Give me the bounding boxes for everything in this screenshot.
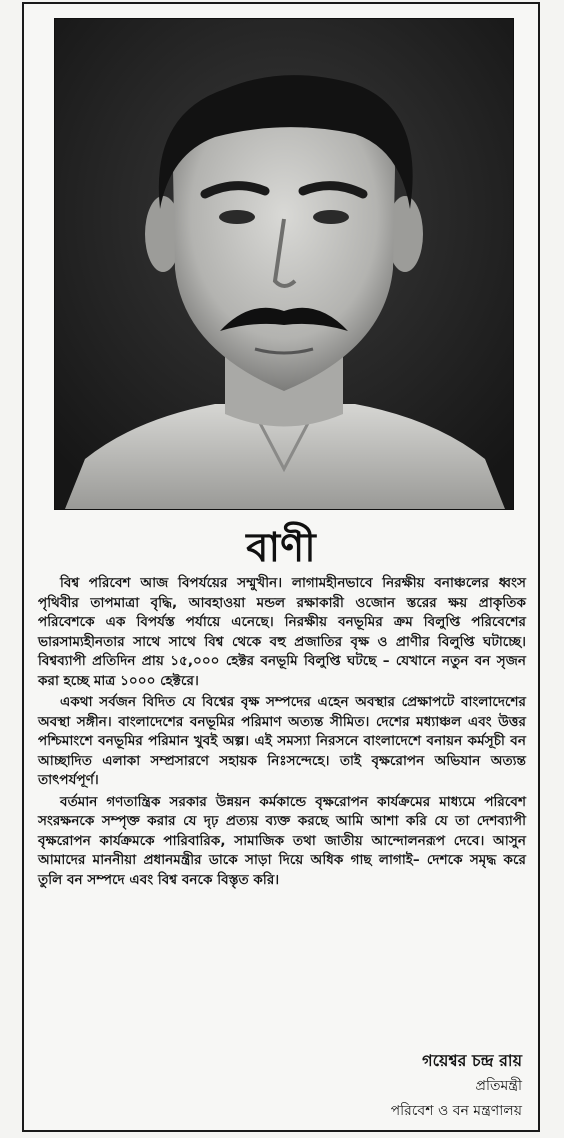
paragraph-2: একথা সর্বজন বিদিত যে বিশ্বের বৃক্ষ সম্পদের এহেন অবস্থার প্রেক্ষাপটে বাংলাদেশের অবস্থা সঙ্গীন। বাংলাদেশের বনভূমির পরিমাণ অত্যন্ত সীমিত। দেশের মধ্যাঞ্চল এবং উত্তর পশ্চিমাংশে বনভূমির পরিমান খুবই অল্প। এই সমস্যা নিরসনে বাংলাদেশে বনায়ন কর্মসূচী বন আচ্ছাদিত এলাকা সম্প্রসারণে সহায়ক নিঃসন্দেহে। তাই বৃক্ষরোপন অভিযান অত্যন্ত তাৎপর্যপূর্ণ।	[38, 694, 526, 788]
message-box	[22, 2, 540, 1132]
signature-block	[391, 1048, 522, 1124]
message-body	[38, 574, 526, 892]
signatory-name: গয়েশ্বর চন্দ্র রায়	[422, 1051, 522, 1070]
portrait-photo	[54, 18, 514, 510]
paragraph-3: বর্তমান গণতান্ত্রিক সরকার উন্নয়ন কর্মকান্ডে বৃক্ষরোপন কার্যক্রমের মাধ্যমে পরিবেশ সংরক্ষনকে সম্পৃক্ত করার যে দৃঢ় প্রত্যয় ব্যক্ত করছে আমি আশা করি যে তা দেশব্যাপী বৃক্ষরোপন কার্যক্রমকে পারিবারিক, সামাজিক তথা জাতীয় আন্দোলনরূপ দেবে। আসুন আমাদের মাননীয়া প্রধানমন্ত্রীর ডাকে সাড়া দিয়ে অধিক গাছ লাগাই– দেশকে সমৃদ্ধ করে তুলি বন সম্পদে এবং বিশ্ব বনকে বিস্তৃত করি।	[38, 793, 526, 888]
signatory-title: প্রতিমন্ত্রী	[475, 1078, 522, 1094]
paragraph-1: বিশ্ব পরিবেশ আজ বিপর্যয়ের সম্মুখীন। লাগামহীনভাবে নিরক্ষীয় বনাঞ্চলের ধ্বংস পৃথিবীর তাপমাত্রা বৃদ্ধি, আবহাওয়া মন্ডল রক্ষাকারী ওজোন স্তরের ক্ষয় প্রাকৃতিক পরিবেশকে এক বিপর্যস্ত পর্যায়ে এনেছে। নিরক্ষীয় বনভূমির ক্রম বিলুপ্তি পরিবেশের ভারসাম্যহীনতার সাথে সাথে বিশ্ব থেকে বহু প্রজাতির বৃক্ষ ও প্রাণীর বিলুপ্তি ঘটাচ্ছে। বিশ্বব্যাপী প্রতিদিন প্রায় ১৫,০০০ হেক্টর বনভূমি বিলুপ্তি ঘটছে – যেখানে নতুন বন সৃজন করা হচ্ছে মাত্র ১০০০ হেক্টরে।	[38, 575, 526, 689]
portrait-photo-image	[55, 19, 513, 509]
message-heading: বাণী	[246, 525, 316, 571]
signatory-ministry: পরিবেশ ও বন মন্ত্রণালয়	[390, 1103, 522, 1119]
